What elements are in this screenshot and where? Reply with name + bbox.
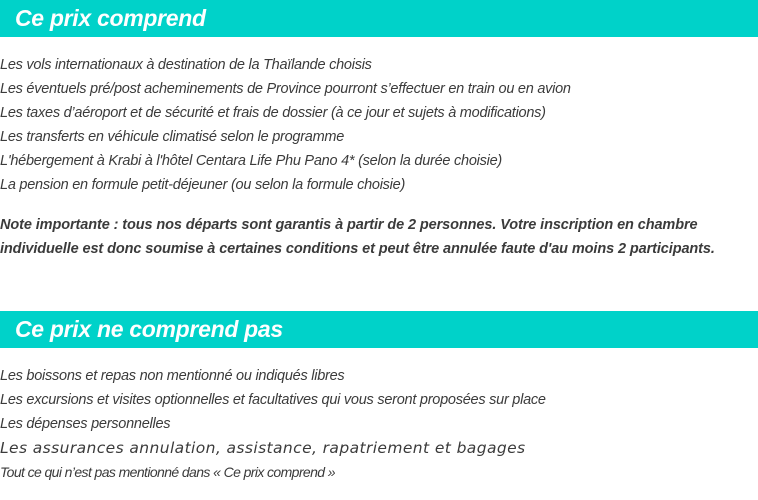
- section-title-excluded: Ce prix ne comprend pas: [15, 316, 283, 342]
- section-header-excluded: [0, 311, 758, 348]
- list-item: Les éventuels pré/post acheminements de Province pourront s’effectuer en train ou en avion: [0, 81, 571, 97]
- section-title-included: Ce prix comprend: [15, 5, 206, 31]
- list-item: Tout ce qui n’est pas mentionné dans « Ce prix comprend »: [0, 464, 335, 480]
- list-item: Les assurances annulation, assistance, rapatriement et bagages: [0, 439, 526, 457]
- list-item: Les boissons et repas non mentionné ou indiqués libres: [0, 368, 345, 384]
- list-item: Les dépenses personnelles: [0, 416, 171, 432]
- list-item: Les excursions et visites optionnelles et facultatives qui vous seront proposées sur place: [0, 392, 546, 408]
- important-note: Note importante : tous nos départs sont garantis à partir de 2 personnes. Votre inscription en chambre individuelle est donc soumise à certaines conditions et peut être annulée faute d'au moins 2 participants.: [0, 217, 715, 257]
- list-item: La pension en formule petit-déjeuner (ou selon la formule choisie): [0, 177, 406, 193]
- list-item: L'hébergement à Krabi à l'hôtel Centara Life Phu Pano 4* (selon la durée choisie): [0, 153, 502, 169]
- list-item: Les transferts en véhicule climatisé selon le programme: [0, 129, 345, 145]
- list-item: Les vols internationaux à destination de la Thaïlande choisis: [0, 57, 372, 73]
- section-header-included: [0, 0, 758, 37]
- included-list: [0, 53, 571, 197]
- excluded-list: [0, 364, 546, 484]
- list-item: Les taxes d’aéroport et de sécurité et frais de dossier (à ce jour et sujets à modifications): [0, 105, 546, 121]
